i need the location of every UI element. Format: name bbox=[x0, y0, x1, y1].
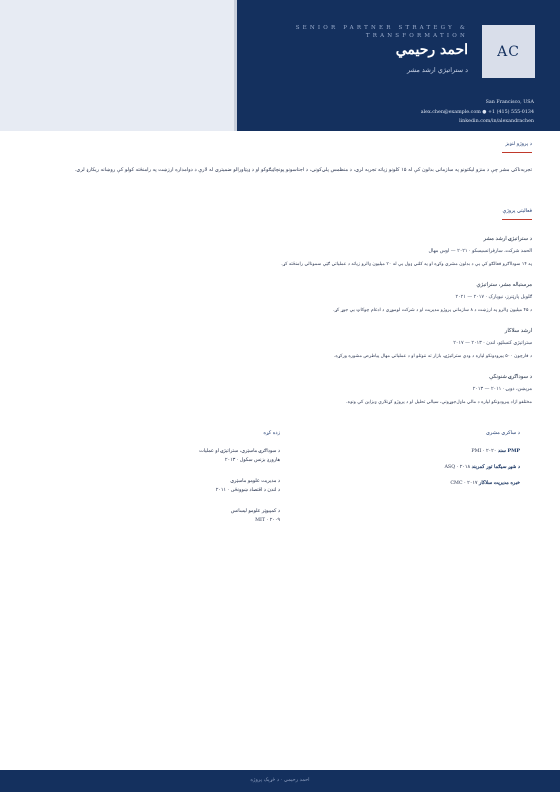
education-item bbox=[60, 508, 280, 525]
experience-meta: الحمد شرکت، سارفرانسیسکو · ۲۰۲۱ — اوس مهال bbox=[428, 249, 532, 254]
education-school: هارورډ بزنس سکول · ۲۰۱۳ bbox=[224, 457, 280, 463]
education-heading: زده کړه bbox=[263, 430, 280, 436]
footer-text: احمد رحیمي · د ځړېک پروژه bbox=[250, 777, 310, 783]
experience-item bbox=[52, 328, 532, 366]
education-item bbox=[60, 478, 280, 495]
experience-desc: مختلفو ازاد پېرودونکو لپاره د مالي ماډل‌جوړونې، سیالي تحلیل او د پروژو کړنلارې ډیزاین کې ونډه. bbox=[346, 400, 532, 405]
senior-title: SENIOR PARTNER STRATEGY & TRANSFORMATION bbox=[295, 25, 468, 39]
certification-name: PMP سند bbox=[497, 448, 520, 454]
experience-desc: په ۱۴ سودااګرو فعالګو کې یې د بدلون مشري وکړه او په کلني ډول یې له ۲۰ میلیون ډالرو زیاته د عملیاتي ګټې سمونالي رامنځته کړ. bbox=[281, 262, 532, 267]
certification-issuer: CMC · ۲۰۱۷ bbox=[450, 481, 478, 486]
experience-divider bbox=[502, 219, 532, 220]
certification-name: د شپږ سیګما تور کمربند bbox=[471, 464, 520, 470]
experience-role: د سوداګرۍ شنونکې bbox=[489, 374, 532, 380]
candidate-subtitle: د ستراتیژي ارشد مشر bbox=[406, 66, 468, 74]
summary-text: تجربه‌ناکي مشر چې د منزو لیکتونو په سازماني بدلون کې له ۱۵ کلونو زیاته تجربه لري، د منظمس پلي‌کوني، د اجناسونو پونچاټیګوکو او د ډېټاورالو ضمیتري له لارې د دوامداره ارزښت په رامنځته کولو کې روښانه ریکارډ لري. bbox=[74, 167, 532, 173]
experience-desc: د فارچون ۵۰۰ پېرودونکو لپاره د ودې ستراتیژۍ، بازار ته ننوتلو او د عملیاتي مهال پیاطرص مشوره ورکړه. bbox=[333, 354, 532, 359]
experience-role: د ستراتیژۍ ارشد مشر bbox=[483, 236, 532, 242]
summary-heading: د پروژو لنډيز bbox=[505, 141, 532, 147]
experience-item bbox=[52, 236, 532, 274]
experience-meta: ستراتیژي کنسلټو، لندن · ۲۰۱۳ — ۲۰۱۷ bbox=[453, 341, 532, 346]
summary-divider bbox=[502, 152, 532, 153]
education-degree: د مدیریت علومو ماسټري bbox=[230, 479, 280, 484]
certifications-section bbox=[300, 430, 520, 496]
experience-meta: مریښن، دوبۍ · ۲۰۱۱ — ۲۰۱۳ bbox=[472, 387, 532, 392]
resume-header bbox=[0, 0, 560, 131]
education-section bbox=[60, 430, 280, 538]
experience-item bbox=[52, 374, 532, 412]
experience-item bbox=[52, 282, 532, 320]
education-degree: د سوداګرۍ ماسټري، ستراتیژۍ او عملیات bbox=[199, 449, 280, 454]
certification-issuer: PMI · ۲۰۲۰ bbox=[471, 449, 497, 454]
certification-item bbox=[300, 448, 520, 454]
experience-role: ارشد سلاکار bbox=[504, 328, 532, 334]
contact-location: San Francisco, USA bbox=[485, 100, 534, 105]
impact-panel bbox=[0, 0, 234, 131]
experience-desc: د ۴۵ میلیون ډالرو په ارزښت د ۸ سازماني پروژو مدیریت او د شرکت لوموړي د ادغام چوکاټ یې جوړ کړ. bbox=[333, 308, 532, 313]
experience-heading: فعالیتي پروژې bbox=[502, 208, 532, 214]
certification-item bbox=[300, 464, 520, 470]
bottom-columns bbox=[0, 430, 560, 540]
education-school: د لندن د اقتصاد ښوونځی · ۲۰۱۱ bbox=[215, 487, 280, 493]
certification-item bbox=[300, 480, 520, 486]
avatar: AC bbox=[482, 25, 535, 78]
contact-email-phone[interactable]: alex.chen@example.com ● +1 (415) 555-0134 bbox=[420, 109, 534, 115]
certification-name: خبره مدیریت سلاکار bbox=[479, 480, 520, 486]
contact-block bbox=[421, 98, 534, 127]
education-degree: د کمپیوټر علومو لیسانس bbox=[230, 509, 280, 514]
education-school: MIT · ۲۰۰۹ bbox=[255, 517, 280, 523]
candidate-name: احمد رحیمي bbox=[395, 42, 468, 58]
certifications-heading: د ساکري مشري bbox=[486, 430, 520, 436]
experience-role: مرستیاله مشر، ستراتیژي bbox=[476, 282, 532, 288]
certification-issuer: ASQ · ۲۰۱۸ bbox=[444, 465, 471, 470]
contact-linkedin[interactable]: linkedin.com/in/alexandrachen bbox=[459, 119, 534, 124]
experience-meta: ګلوبل پارټنرز، نیویارک · ۲۰۱۷ — ۲۰۲۱ bbox=[455, 295, 532, 300]
education-item bbox=[60, 448, 280, 465]
page-footer bbox=[0, 770, 560, 792]
